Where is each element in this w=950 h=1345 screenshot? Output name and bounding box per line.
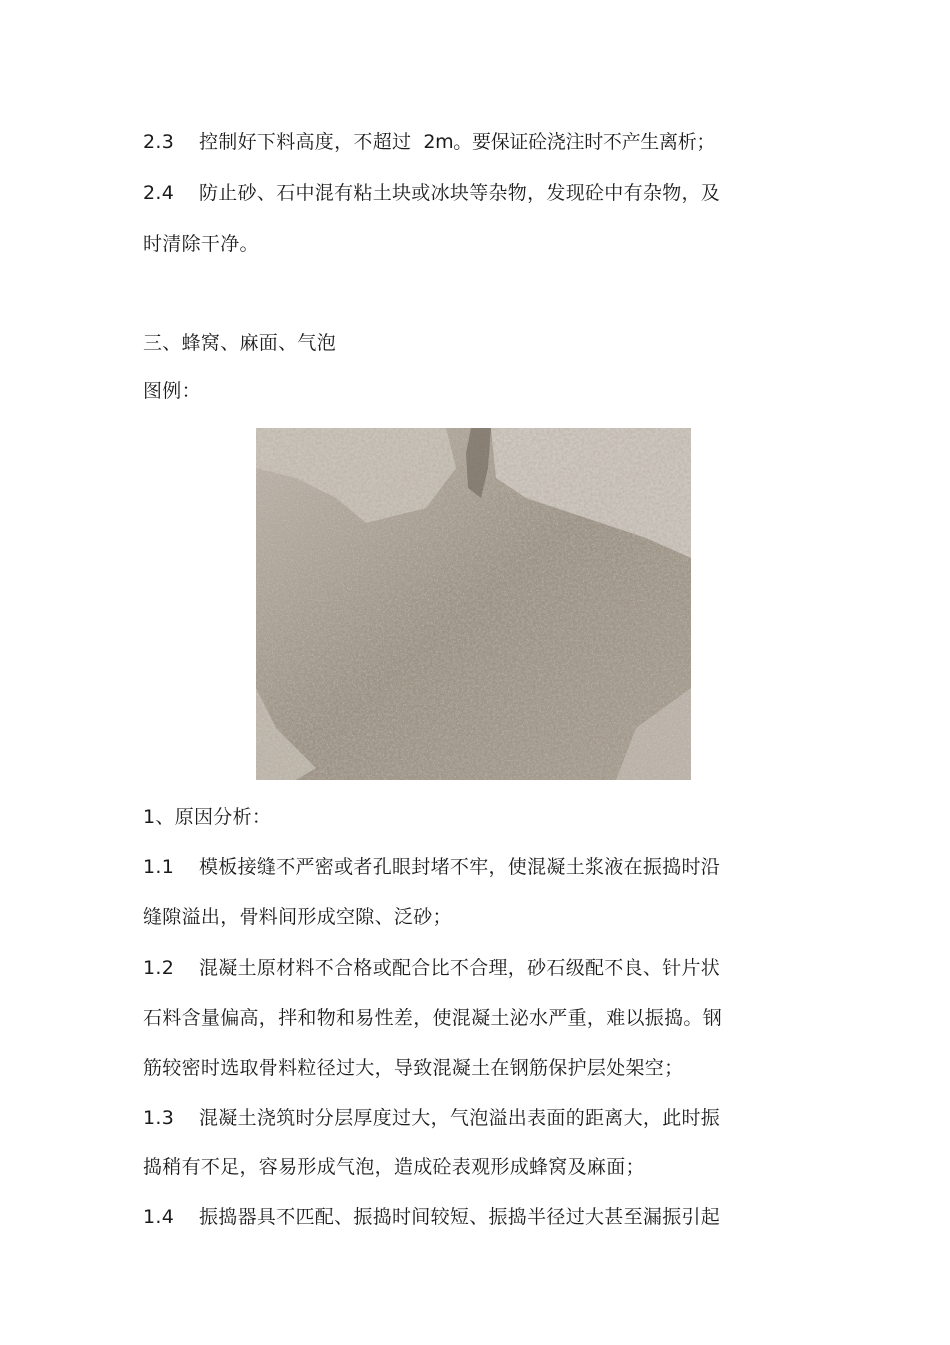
item-number: 1.1 <box>143 856 175 878</box>
item-number: 1.2 <box>143 957 175 979</box>
item-text: 防止砂、石中混有粘土块或冰块等杂物，发现砼中有杂物，及 <box>199 182 721 204</box>
item-text: 控制好下料高度，不超过 <box>199 131 412 153</box>
item-number: 1.4 <box>143 1206 175 1228</box>
item-2-4-cont: 时清除干净。 <box>143 233 259 255</box>
item-1-2-cont-1: 石料含量偏高，拌和物和易性差，使混凝土泌水严重，难以振捣。钢 <box>143 1007 723 1029</box>
item-2-4 <box>143 181 720 205</box>
item-text: 振捣器具不匹配、振捣时间较短、振捣半径过大甚至漏振引起 <box>199 1206 721 1228</box>
item-text: 模板接缝不严密或者孔眼封堵不牢，使混凝土浆液在振捣时沿 <box>199 856 721 878</box>
figure-label: 图例： <box>143 380 201 402</box>
item-2-3 <box>143 130 715 154</box>
item-number: 2.3 <box>143 131 175 153</box>
item-1-2-cont-2: 筋较密时选取骨料粒径过大，导致混凝土在钢筋保护层处架空； <box>143 1057 684 1079</box>
item-1-4 <box>143 1205 720 1229</box>
section-title: 三、蜂窝、麻面、气泡 <box>143 332 337 354</box>
item-text-cont: 2m。要保证砼浇注时不产生离析； <box>423 131 716 153</box>
item-text: 混凝土原材料不合格或配合比不合理，砂石级配不良、针片状 <box>199 957 721 979</box>
item-1-2 <box>143 956 720 980</box>
item-1-3 <box>143 1106 720 1130</box>
item-1-3-cont: 捣稍有不足，容易形成气泡，造成砼表观形成蜂窝及麻面； <box>143 1156 645 1178</box>
item-text: 混凝土浇筑时分层厚度过大，气泡溢出表面的距离大，此时振 <box>199 1107 721 1129</box>
item-number: 1.3 <box>143 1107 175 1129</box>
item-number: 2.4 <box>143 182 175 204</box>
cause-heading: 1、原因分析： <box>143 806 272 828</box>
item-1-1-cont: 缝隙溢出，骨料间形成空隙、泛砂； <box>143 906 452 928</box>
item-1-1 <box>143 855 720 879</box>
honeycomb-concrete-photo <box>256 428 691 780</box>
